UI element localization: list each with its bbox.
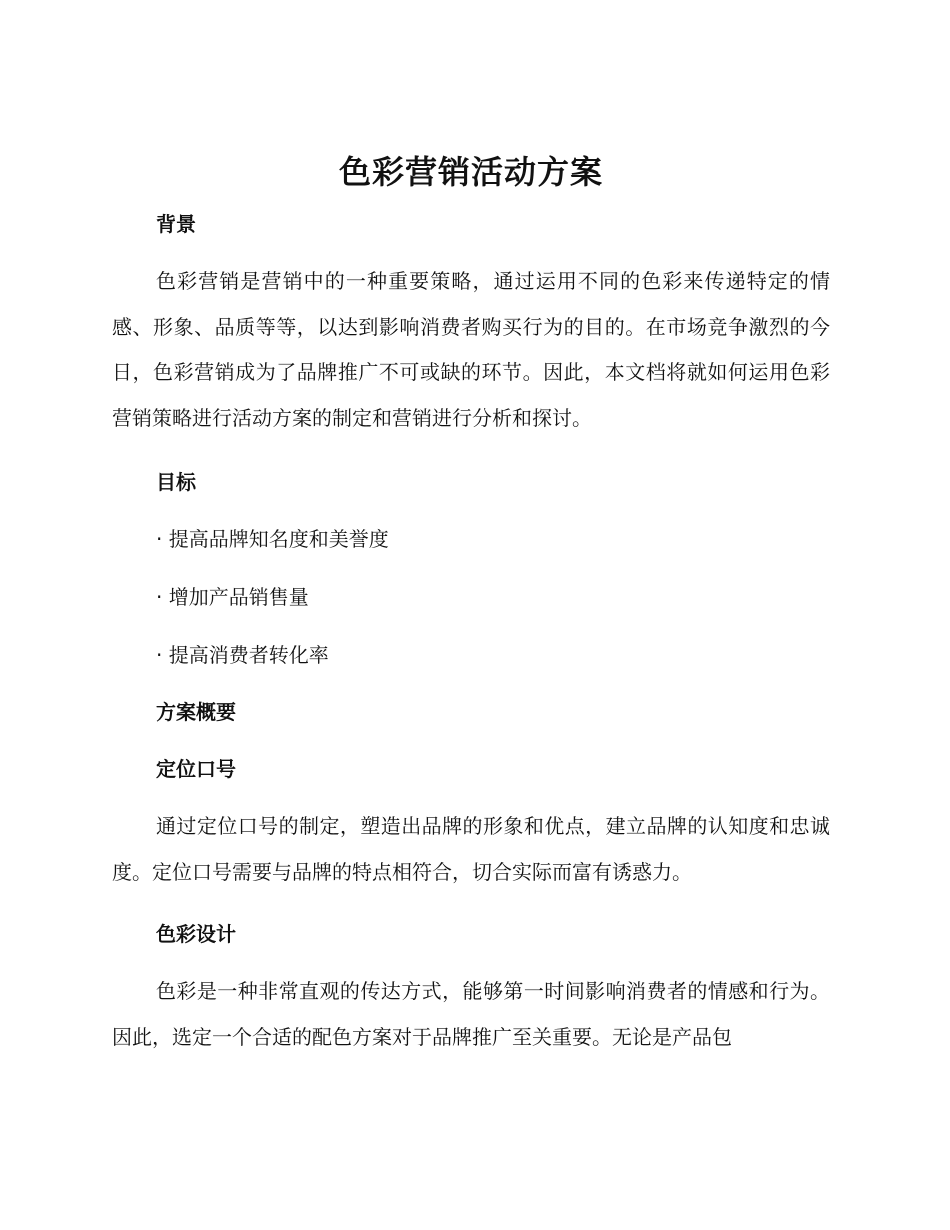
- color-design-heading: 色彩设计: [156, 922, 236, 946]
- slogan-heading: 定位口号: [156, 757, 236, 781]
- goal-item-conversion: · 提高消费者转化率: [156, 643, 329, 667]
- goals-heading: 目标: [156, 470, 196, 494]
- color-design-paragraph: 色彩是一种非常直观的传达方式，能够第一时间影响消费者的情感和行为。因此，选定一个合适的配色方案对于品牌推广至关重要。无论是产品包: [112, 979, 830, 1049]
- document-title: 色彩营销活动方案: [338, 153, 603, 191]
- background-heading: 背景: [156, 212, 196, 236]
- goals-list: [112, 525, 830, 669]
- goal-item-sales: · 增加产品销售量: [156, 585, 309, 609]
- background-paragraph: 色彩营销是营销中的一种重要策略，通过运用不同的色彩来传递特定的情感、形象、品质等等，以达到影响消费者购买行为的目的。在市场竞争激烈的今日，色彩营销成为了品牌推广不可或缺的环节。因此，本文档将就如何运用色彩营销策略进行活动方案的制定和营销进行分析和探讨。: [112, 269, 830, 430]
- slogan-paragraph: 通过定位口号的制定，塑造出品牌的形象和优点，建立品牌的认知度和忠诚度。定位口号需要与品牌的特点相符合，切合实际而富有诱惑力。: [112, 814, 830, 884]
- overview-heading: 方案概要: [156, 700, 236, 724]
- goal-item-brand-awareness: · 提高品牌知名度和美誉度: [156, 527, 389, 551]
